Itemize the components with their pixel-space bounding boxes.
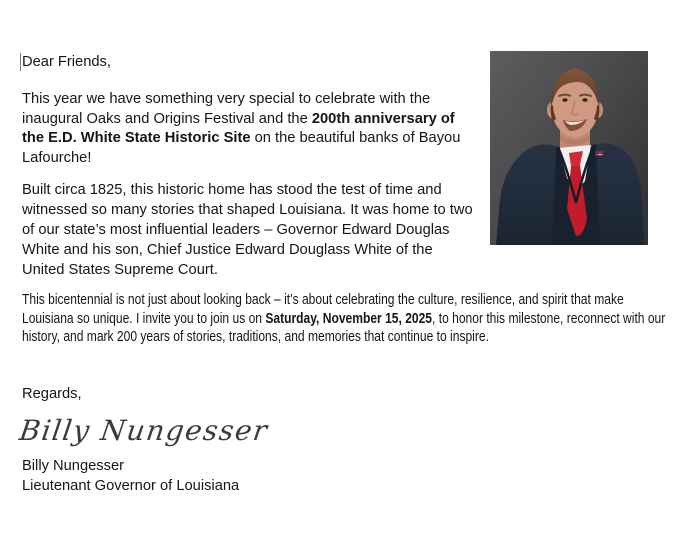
sender-title: Lieutenant Governor of Louisiana bbox=[22, 477, 240, 494]
closing-line: Regards, bbox=[22, 385, 82, 402]
intro-paragraph: This year we have something very special to celebrate with the inaugural Oaks and Origins Festival and the 200th anniversary of the E.D. White State Historic Site on the beautiful banks of Bayou Lafourche! bbox=[22, 91, 461, 166]
history-paragraph: Built circa 1825, this historic home has stood the test of time and witnessed so many stories that shaped Louisiana. It was home to two of our state’s most influential leaders – Governor Edward Douglas White and his son, Chief Justice Edward Douglass White of the United States Supreme Court. bbox=[22, 182, 473, 278]
greeting-line: Dear Friends, bbox=[22, 54, 111, 70]
signature-script: Billy Nungesser bbox=[17, 414, 271, 447]
portrait-illustration bbox=[490, 51, 648, 245]
invitation-paragraph: This bicentennial is not just about looking back – it’s about celebrating the culture, resilience, and spirit that make Louisiana so unique. I invite you to join us on Saturday, November 15, 2025, to honor this milestone, reconnect with our history, and mark 200 years of stories, traditions, and memories that continue to inspire. bbox=[22, 292, 666, 345]
sender-block bbox=[22, 457, 648, 496]
portrait-photo[interactable] bbox=[490, 51, 648, 245]
sender-name: Billy Nungesser bbox=[22, 458, 125, 474]
flag-pin bbox=[595, 151, 603, 156]
left-eye bbox=[562, 98, 567, 102]
text-caret bbox=[20, 53, 21, 71]
right-eye bbox=[582, 98, 587, 102]
